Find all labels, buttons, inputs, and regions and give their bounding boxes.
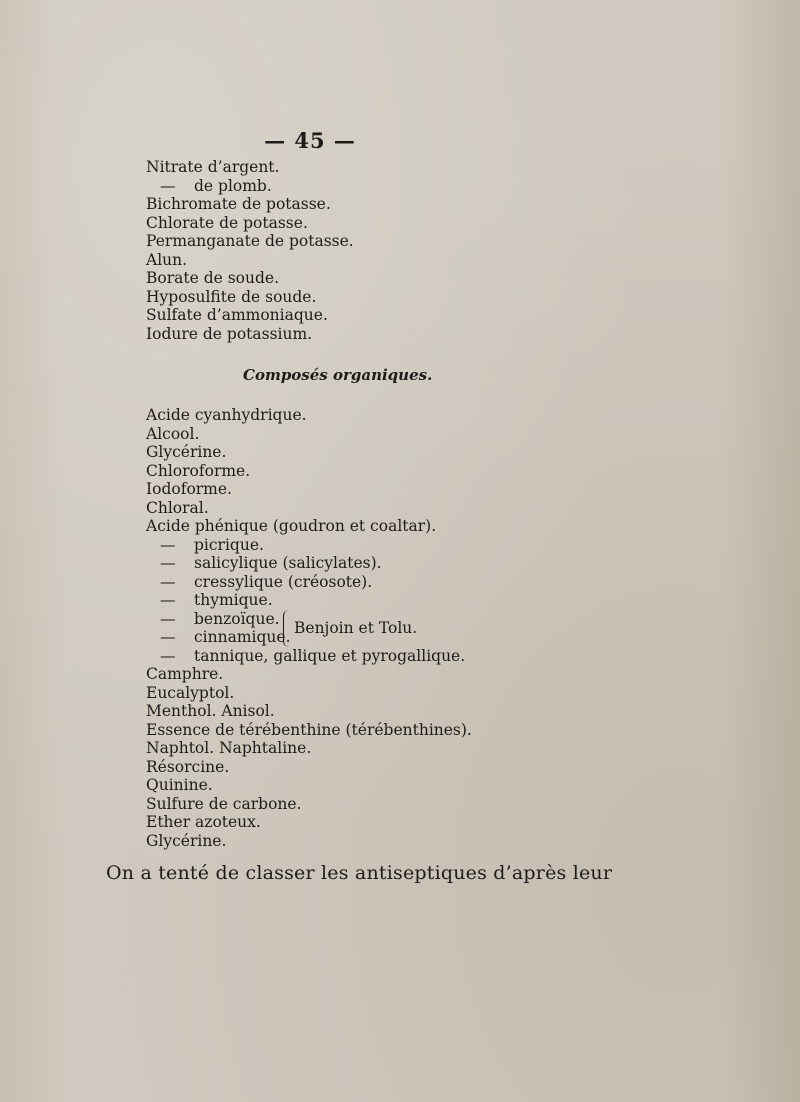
list-item — [146, 813, 472, 832]
list-item-text: Essence de térébenthine (térébenthines). — [146, 720, 472, 739]
list-item-text: Iodure de potassium. — [146, 324, 313, 343]
ditto-dash: — — [160, 572, 176, 591]
list-item — [146, 647, 472, 666]
ditto-dash: — — [160, 591, 176, 609]
list-item-text: Glycérine. — [146, 443, 227, 461]
list-item — [146, 832, 472, 851]
list-item-text: Glycérine. — [146, 831, 227, 850]
list-item-text: benzoïque. — [194, 609, 280, 628]
list-item — [146, 325, 354, 344]
bracket-label: Benjoin et Tolu. — [294, 618, 418, 637]
list-item-text: Alcool. — [146, 424, 200, 443]
list-item — [146, 591, 472, 610]
list-item — [146, 536, 472, 555]
list-item — [146, 269, 354, 288]
bracket-group — [146, 610, 472, 647]
list-item-text: thymique. — [194, 591, 273, 609]
list-item-text: Bichromate de potasse. — [146, 195, 331, 213]
list-item-text: Naphtol. Naphtaline. — [146, 739, 312, 757]
ditto-dash: — — [160, 609, 176, 628]
list-item — [146, 232, 354, 251]
curly-brace — [283, 610, 292, 647]
list-item — [146, 665, 472, 684]
list-item-text: salicylique (salicylates). — [194, 554, 382, 572]
list-item — [146, 702, 472, 721]
list-item — [146, 177, 354, 196]
list-item — [146, 480, 472, 499]
list-item — [146, 306, 354, 325]
ditto-dash: — — [160, 554, 176, 572]
list-item-text: cressylique (créosote). — [194, 572, 373, 591]
list-item — [146, 251, 354, 270]
list-item — [146, 462, 472, 481]
list-item-text: Camphre. — [146, 665, 224, 683]
list-item-text: Sulfate d’ammoniaque. — [146, 306, 328, 324]
list-item-text: Chloral. — [146, 498, 209, 517]
list-item-text: cinnamique. — [194, 628, 291, 646]
list-item-text: de plomb. — [194, 176, 272, 195]
ditto-dash: — — [160, 628, 176, 646]
list-item — [146, 288, 354, 307]
list-item — [146, 195, 354, 214]
list-item — [146, 425, 472, 444]
section-heading-organic: Composés organiques. — [243, 366, 433, 384]
list-item — [146, 739, 472, 758]
list-item-text: Acide cyanhydrique. — [146, 406, 307, 424]
list-item-text: tannique, gallique et pyrogallique. — [194, 646, 466, 665]
list-item-text: Chloroforme. — [146, 461, 251, 480]
list-item — [146, 214, 354, 233]
list-item-text: Chlorate de potasse. — [146, 213, 308, 232]
list-item-text: Quinine. — [146, 776, 213, 794]
list-item — [146, 158, 354, 177]
list-item-text: Iodoforme. — [146, 480, 232, 498]
list-item — [146, 684, 472, 703]
ditto-dash: — — [160, 176, 176, 195]
list-item — [146, 517, 472, 536]
list-item — [146, 758, 472, 777]
list-item — [146, 443, 472, 462]
closing-paragraph-line: On a tenté de classer les antiseptiques d’après leur — [106, 862, 613, 884]
list-item-text: Hyposulfite de soude. — [146, 287, 317, 306]
ditto-dash: — — [160, 646, 176, 665]
list-item — [146, 406, 472, 425]
list-item — [146, 554, 472, 573]
list-item-text: Permanganate de potasse. — [146, 232, 354, 250]
page-number: — 45 — — [264, 128, 356, 153]
list-item-text: Nitrate d’argent. — [146, 158, 280, 176]
list-item-text: Acide phénique (goudron et coaltar). — [146, 517, 437, 535]
mineral-compound-list — [146, 158, 354, 343]
list-item — [146, 776, 472, 795]
list-item-text: picrique. — [194, 535, 264, 554]
list-item-text: Ether azoteux. — [146, 813, 261, 831]
ditto-dash: — — [160, 535, 176, 554]
list-item — [146, 795, 472, 814]
list-item — [146, 499, 472, 518]
list-item-text: Alun. — [146, 250, 188, 269]
list-item — [146, 721, 472, 740]
organic-compound-list — [146, 406, 472, 850]
list-item-text: Sulfure de carbone. — [146, 794, 302, 813]
list-item-text: Menthol. Anisol. — [146, 702, 275, 720]
list-item-text: Résorcine. — [146, 757, 230, 776]
list-item-text: Borate de soude. — [146, 269, 280, 287]
list-item — [146, 573, 472, 592]
list-item-text: Eucalyptol. — [146, 683, 235, 702]
